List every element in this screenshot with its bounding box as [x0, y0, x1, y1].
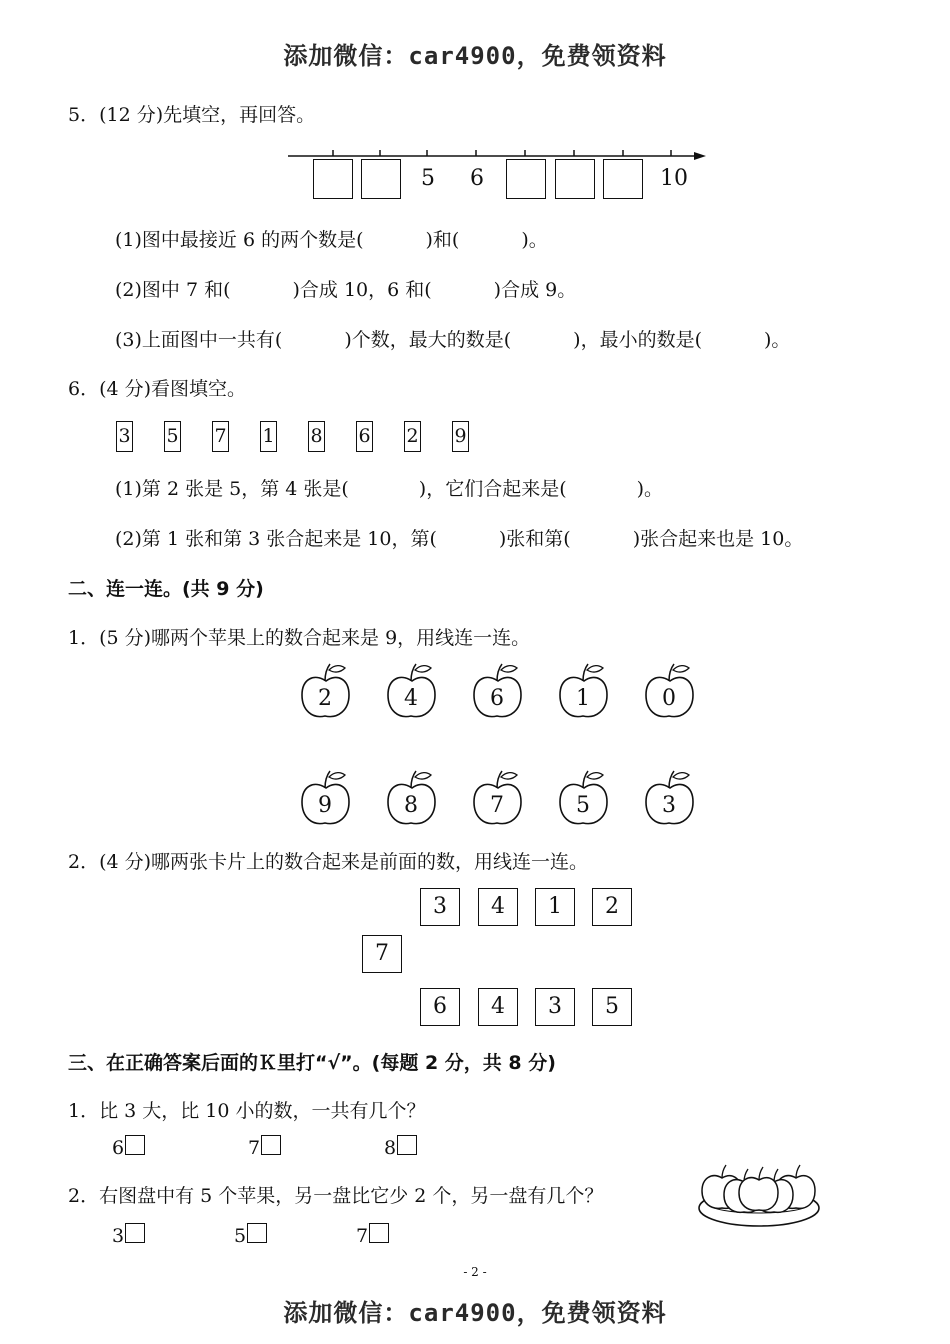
option-label: 7	[356, 1225, 369, 1247]
q5-sub3-text: (3)上面图中一共有(	[115, 329, 283, 351]
section3-q2-title: 2．右图盘中有 5 个苹果，另一盘比它少 2 个，另一盘有几个？	[68, 1185, 604, 1207]
watermark-bottom: 添加微信：car4900，免费领资料	[283, 1299, 667, 1327]
number-card-target[interactable]: 7	[362, 935, 402, 973]
q5-sub1-text: )和(	[425, 229, 460, 251]
number-card[interactable]: 2	[592, 888, 632, 926]
checkbox[interactable]	[369, 1223, 389, 1243]
q5-sub1	[115, 225, 548, 252]
number-line-label: 6	[470, 166, 484, 191]
apple[interactable]	[558, 660, 614, 722]
section2-q1-title: 1．(5 分)哪两个苹果上的数合起来是 9，用线连一连。	[68, 627, 531, 649]
apple[interactable]	[300, 767, 356, 829]
q6-sub2-text: )张合起来也是 10。	[632, 528, 804, 550]
answer-option	[356, 1223, 389, 1247]
apple-number: 4	[404, 686, 418, 711]
number-card[interactable]: 4	[478, 988, 518, 1026]
q6-sub1-text: (1)第 2 张是 5，第 4 张是(	[115, 478, 349, 500]
apple-plate-icon	[696, 1160, 826, 1232]
number-line-blank-box[interactable]	[603, 159, 643, 199]
q5-sub2-text: )合成 9。	[493, 279, 577, 301]
answer-option	[234, 1223, 267, 1247]
q6-sub2	[115, 524, 803, 551]
answer-option	[248, 1135, 281, 1159]
number-card: 9	[452, 421, 469, 452]
checkbox[interactable]	[261, 1135, 281, 1155]
number-line-blank-box[interactable]	[555, 159, 595, 199]
apple[interactable]	[386, 660, 442, 722]
apple-number: 2	[318, 686, 332, 711]
q5-sub3-text: )个数，最大的数是(	[344, 329, 512, 351]
page-number: - 2 -	[463, 1265, 487, 1279]
answer-option	[384, 1135, 417, 1159]
apple-number: 3	[662, 793, 676, 818]
number-line-blank-box[interactable]	[361, 159, 401, 199]
q6-sub1-text: )，它们合起来是(	[418, 478, 567, 500]
checkbox[interactable]	[125, 1135, 145, 1155]
apple[interactable]	[472, 767, 528, 829]
q6-sub1	[115, 474, 663, 501]
option-label: 7	[248, 1137, 261, 1159]
number-card: 3	[116, 421, 133, 452]
number-line-blank-box[interactable]	[313, 159, 353, 199]
apple-number: 6	[490, 686, 504, 711]
q6-sub1-text: )。	[636, 478, 664, 500]
number-card: 7	[212, 421, 229, 452]
option-label: 3	[112, 1225, 125, 1247]
apple[interactable]	[300, 660, 356, 722]
q6-sub2-text: )张和第(	[498, 528, 571, 550]
q5-sub2-text: )合成 10，6 和(	[292, 279, 432, 301]
q5-sub1-text: )。	[521, 229, 548, 251]
number-card[interactable]: 4	[478, 888, 518, 926]
watermark-top: 添加微信：car4900，免费领资料	[283, 42, 667, 70]
number-card[interactable]: 5	[592, 988, 632, 1026]
q6-sub2-text: (2)第 1 张和第 3 张合起来是 10，第(	[115, 528, 437, 550]
number-card[interactable]: 3	[420, 888, 460, 926]
q5-sub2	[115, 275, 576, 302]
number-card[interactable]: 3	[535, 988, 575, 1026]
checkbox[interactable]	[247, 1223, 267, 1243]
number-card: 6	[356, 421, 373, 452]
q5-sub1-text: (1)图中最接近 6 的两个数是(	[115, 229, 364, 251]
option-label: 8	[384, 1137, 397, 1159]
section2-q2-title: 2．(4 分)哪两张卡片上的数合起来是前面的数，用线连一连。	[68, 851, 589, 873]
answer-option	[112, 1223, 145, 1247]
number-card: 1	[260, 421, 277, 452]
option-label: 5	[234, 1225, 247, 1247]
number-card: 2	[404, 421, 421, 452]
number-line-blank-box[interactable]	[506, 159, 546, 199]
section2-heading: 二、连一连。(共 9 分)	[68, 578, 264, 600]
number-card[interactable]: 6	[420, 988, 460, 1026]
apple-number: 8	[404, 793, 418, 818]
answer-option	[112, 1135, 145, 1159]
number-card[interactable]: 1	[535, 888, 575, 926]
q5-title: 5．(12 分)先填空，再回答。	[68, 104, 316, 126]
apple[interactable]	[644, 767, 700, 829]
checkbox[interactable]	[125, 1223, 145, 1243]
section3-q1-title: 1．比 3 大，比 10 小的数，一共有几个？	[68, 1100, 426, 1122]
q5-sub3-text: )，最小的数是(	[573, 329, 702, 351]
q6-title: 6．(4 分)看图填空。	[68, 378, 247, 400]
apple-number: 0	[662, 686, 676, 711]
apple[interactable]	[644, 660, 700, 722]
apple-number: 9	[318, 793, 332, 818]
apple[interactable]	[472, 660, 528, 722]
section3-heading: 三、在正确答案后面的Ｋ里打“√”。(每题 2 分，共 8 分)	[68, 1052, 556, 1074]
apple-number: 7	[490, 793, 504, 818]
apple[interactable]	[558, 767, 614, 829]
number-card: 8	[308, 421, 325, 452]
apple[interactable]	[386, 767, 442, 829]
number-line-label: 5	[421, 166, 435, 191]
option-label: 6	[112, 1137, 125, 1159]
checkbox[interactable]	[397, 1135, 417, 1155]
apple-number: 5	[576, 793, 590, 818]
number-line-label: 10	[660, 166, 688, 191]
q5-sub2-text: (2)图中 7 和(	[115, 279, 231, 301]
number-card: 5	[164, 421, 181, 452]
apple-number: 1	[576, 686, 590, 711]
q5-sub3	[115, 325, 790, 352]
q5-sub3-text: )。	[763, 329, 791, 351]
